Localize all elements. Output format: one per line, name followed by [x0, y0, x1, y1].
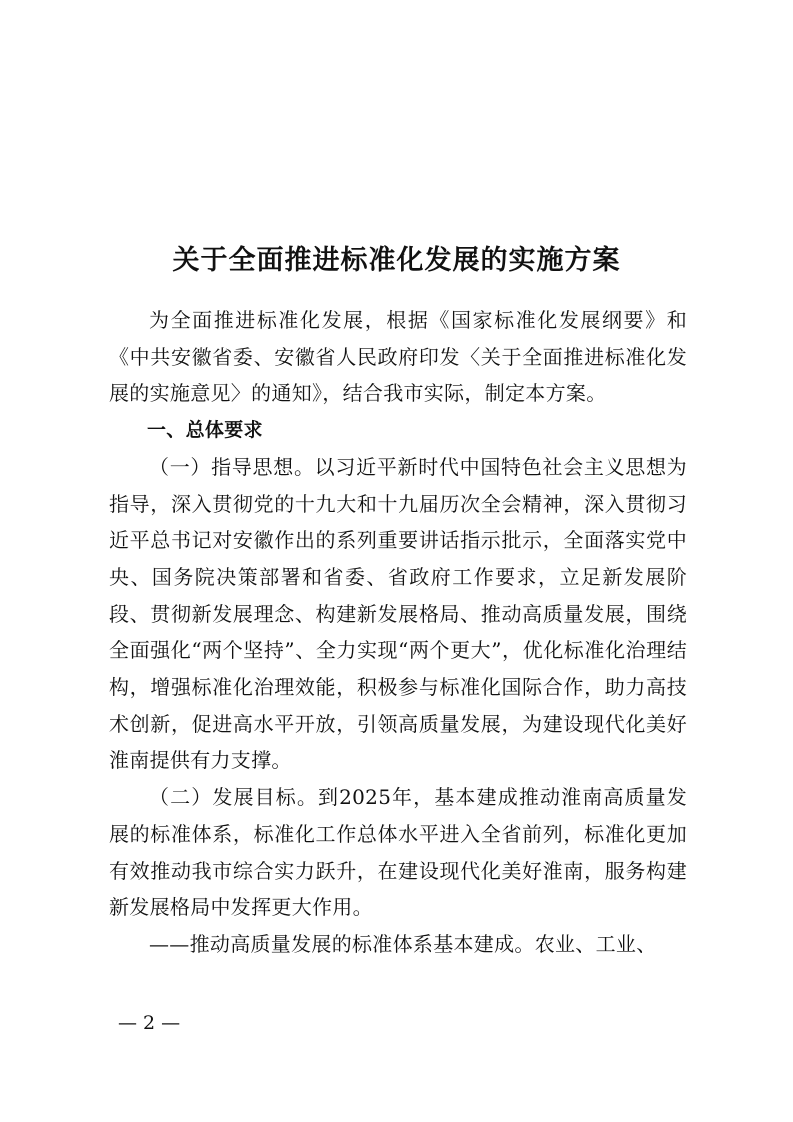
document-title: 关于全面推进标准化发展的实施方案 [172, 245, 621, 277]
section-heading-overall-requirements: 一、总体要求 [147, 419, 263, 442]
guiding-thought-paragraph: （一）指导思想。以习近平新时代中国特色社会主义思想为指导，深入贯彻党的十九大和十九届历次全会精神，深入贯彻习近平总书记对安徽作出的系列重要讲话指示批示，全面落实党中央、国务院决策部署和省委、省政府工作要求，立足新发展阶段、贯彻新发展理念、构建新发展格局、推动高质量发展，围绕全面强化“两个坚持”、全力实现“两个更大”，优化标准化治理结构，增强标准化治理效能，积极参与标准化国际合作，助力高技术创新，促进高水平开放，引领高质量发展，为建设现代化美好淮南提供有力支撑。 [109, 454, 687, 773]
development-goal-paragraph: （二）发展目标。到2025年，基本建成推动淮南高质量发展的标准体系，标准化工作总体水平进入全省前列，标准化更加有效推动我市综合实力跃升，在建设现代化美好淮南，服务构建新发展格局中发挥更大作用。 [109, 785, 687, 920]
intro-paragraph: 为全面推进标准化发展，根据《国家标准化发展纲要》和《中共安徽省委、安徽省人民政府印发〈关于全面推进标准化发展的实施意见〉的通知》，结合我市实际，制定本方案。 [109, 308, 687, 406]
page-number: — 2 — [118, 1012, 181, 1034]
document-body [109, 302, 687, 963]
goal-item-paragraph: ——推动高质量发展的标准体系基本建成。农业、工业、 [149, 931, 657, 956]
